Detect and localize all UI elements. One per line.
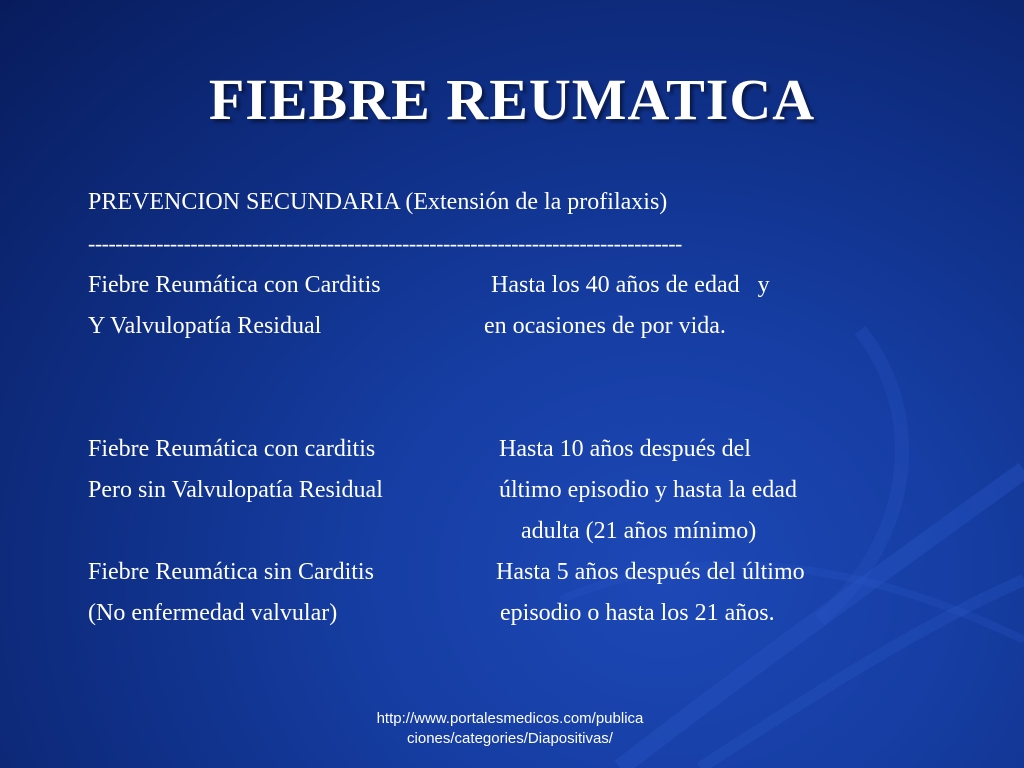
row-left-4: Pero sin Valvulopatía Residual xyxy=(88,477,383,503)
row-left-7: (No enfermedad valvular) xyxy=(88,600,338,626)
subtitle: PREVENCION SECUNDARIA (Extensión de la profilaxis) xyxy=(88,189,668,215)
row-left-1: Fiebre Reumática con Carditis xyxy=(88,272,381,298)
row-left-3: Fiebre Reumática con carditis xyxy=(88,436,376,462)
row-left-2: Y Valvulopatía Residual xyxy=(88,313,322,339)
row-right-2: en ocasiones de por vida. xyxy=(484,313,726,339)
row-right-1: Hasta los 40 años de edad y xyxy=(491,272,770,298)
row-right-4: último episodio y hasta la edad xyxy=(499,477,797,503)
row-left-6: Fiebre Reumática sin Carditis xyxy=(88,559,374,585)
footer-line-1: http://www.portalesmedicos.com/publica xyxy=(376,710,644,727)
row-right-3: Hasta 10 años después del xyxy=(499,436,751,462)
row-right-7: episodio o hasta los 21 años. xyxy=(500,600,775,626)
divider-line: --------------------------------------------------------------------------------------- xyxy=(88,231,682,256)
footer-line-2: ciones/categories/Diapositivas/ xyxy=(407,730,613,747)
footer-source xyxy=(340,709,680,749)
row-right-6: Hasta 5 años después del último xyxy=(496,559,805,585)
row-right-5: adulta (21 años mínimo) xyxy=(521,518,757,544)
slide-title: FIEBRE REUMATICA xyxy=(208,67,816,132)
